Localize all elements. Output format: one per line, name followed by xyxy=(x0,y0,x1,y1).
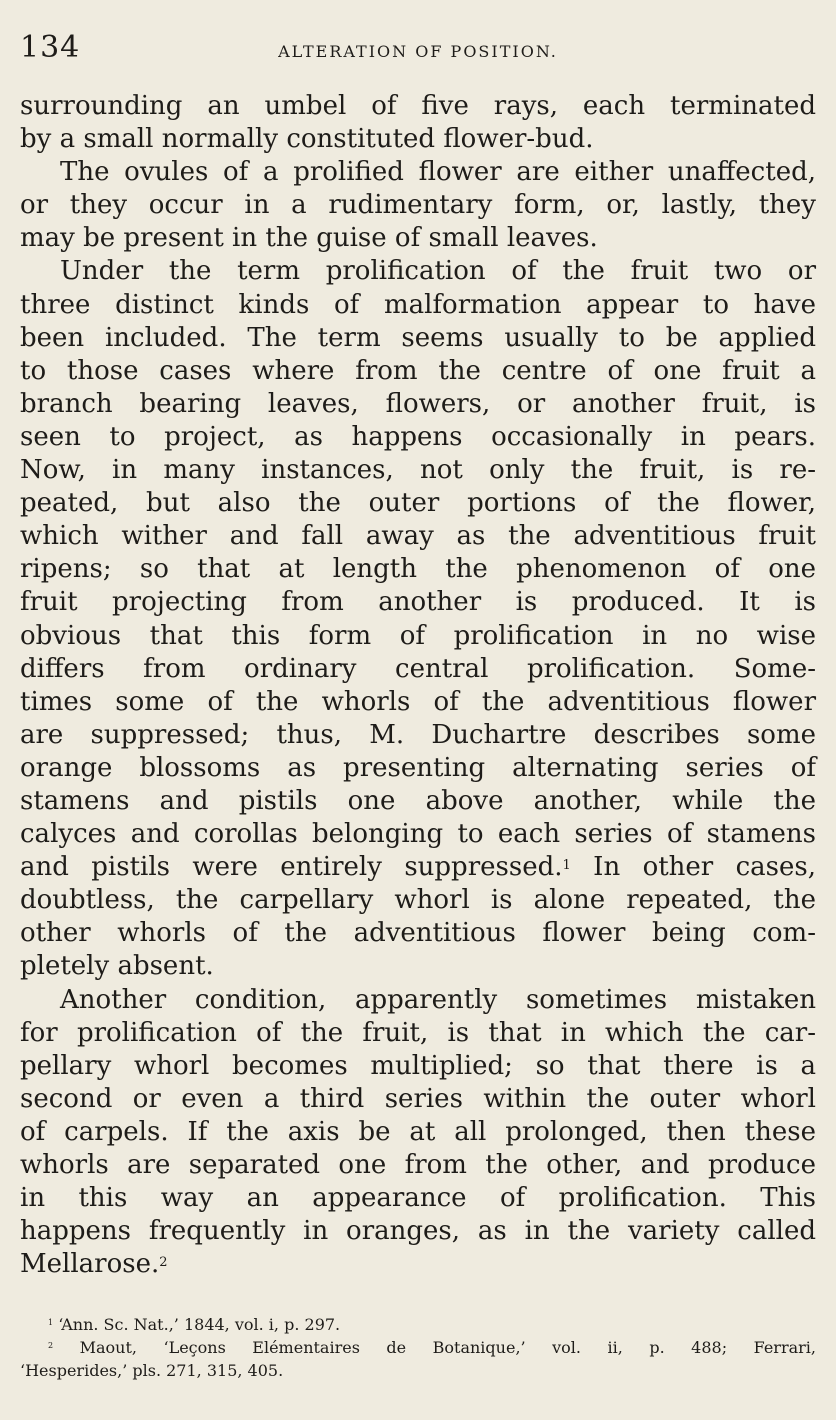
text-line: doubtless, the carpellary whorl is alone repeated, the xyxy=(20,885,816,916)
text-line-with-note xyxy=(20,1248,816,1281)
text-line: differs from ordinary central prolification. Some- xyxy=(20,653,816,684)
text-line: by a small normally constituted flower-bud. xyxy=(20,124,594,155)
text-line: surrounding an umbel of five rays, each terminated xyxy=(20,91,816,121)
footnote-text: ‘Ann. Sc. Nat.,’ 1844, vol. i, p. 297. xyxy=(58,1315,341,1334)
text-line: to those cases where from the centre of one fruit a xyxy=(20,355,816,386)
footnote-ref: 1 xyxy=(562,858,571,874)
text-fragment: In other cases, xyxy=(593,852,817,883)
text-line: obvious that this form of prolification in no wise xyxy=(20,620,816,651)
text-line: ripens; so that at length the phenomenon of one xyxy=(20,554,816,585)
footnote-marker: 2 xyxy=(48,1341,54,1350)
footnote-text: Maout, ‘Leçons Elémentaires de Botanique,’ vol. ii, p. 488; Ferrari, xyxy=(79,1338,816,1357)
footnote-2-continued: ‘Hesperides,’ pls. 271, 315, 405. xyxy=(20,1361,284,1380)
text-line: times some of the whorls of the adventitious flower xyxy=(20,686,816,717)
text-line: other whorls of the adventitious flower being com- xyxy=(20,918,816,949)
text-line: orange blossoms as presenting alternating series of xyxy=(20,752,816,783)
text-line: pellary whorl becomes multiplied; so that there is a xyxy=(20,1050,816,1081)
text-line: pletely absent. xyxy=(20,951,214,982)
text-line: calyces and corollas belonging to each series of stamens xyxy=(20,819,816,850)
text-line: of carpels. If the axis be at all prolonged, then these xyxy=(20,1116,816,1147)
text-line: branch bearing leaves, flowers, or another fruit, is xyxy=(20,388,816,419)
body-text xyxy=(20,90,816,1281)
text-line: or they occur in a rudimentary form, or, lastly, they xyxy=(20,190,816,221)
text-line: Another condition, apparently sometimes mistaken xyxy=(60,984,816,1015)
running-title: ALTERATION OF POSITION. xyxy=(278,42,558,61)
text-line: Now, in many instances, not only the fruit, is re- xyxy=(20,455,816,486)
text-line: whorls are separated one from the other, and produce xyxy=(20,1150,816,1180)
text-fragment: and pistils were entirely suppressed. xyxy=(20,852,563,883)
page-number: 134 xyxy=(20,30,81,65)
text-line: in this way an appearance of prolification. This xyxy=(20,1183,816,1214)
text-line: peated, but also the outer portions of the flower, xyxy=(20,488,816,519)
text-line: been included. The term seems usually to be applied xyxy=(20,322,816,353)
text-line: are suppressed; thus, M. Duchartre describes some xyxy=(20,719,816,750)
text-line-with-note xyxy=(20,851,816,884)
text-fragment: Mellarose. xyxy=(20,1249,160,1280)
text-line: seen to project, as happens occasionally in pears. xyxy=(20,421,816,452)
text-line: fruit projecting from another is produced. It is xyxy=(20,587,816,618)
text-line: Under the term prolification of the fruit two or xyxy=(60,256,816,287)
footnote-1 xyxy=(20,1313,816,1336)
footnote-marker: 1 xyxy=(48,1318,54,1327)
text-line: which wither and fall away as the adventitious fruit xyxy=(20,521,816,552)
footnotes xyxy=(20,1313,816,1382)
footnote-2 xyxy=(20,1336,816,1359)
text-line: happens frequently in oranges, as in the variety called xyxy=(20,1216,816,1247)
text-line: second or even a third series within the outer whorl xyxy=(20,1083,816,1114)
text-line: The ovules of a prolified flower are either unaffected, xyxy=(60,157,816,188)
text-line: may be present in the guise of small leaves. xyxy=(20,223,598,254)
page-header xyxy=(20,30,816,70)
text-line: stamens and pistils one above another, while the xyxy=(20,785,816,816)
footnote-ref: 2 xyxy=(159,1255,168,1271)
text-line: for prolification of the fruit, is that in which the car- xyxy=(20,1017,816,1048)
text-line: three distinct kinds of malformation appear to have xyxy=(20,289,816,320)
